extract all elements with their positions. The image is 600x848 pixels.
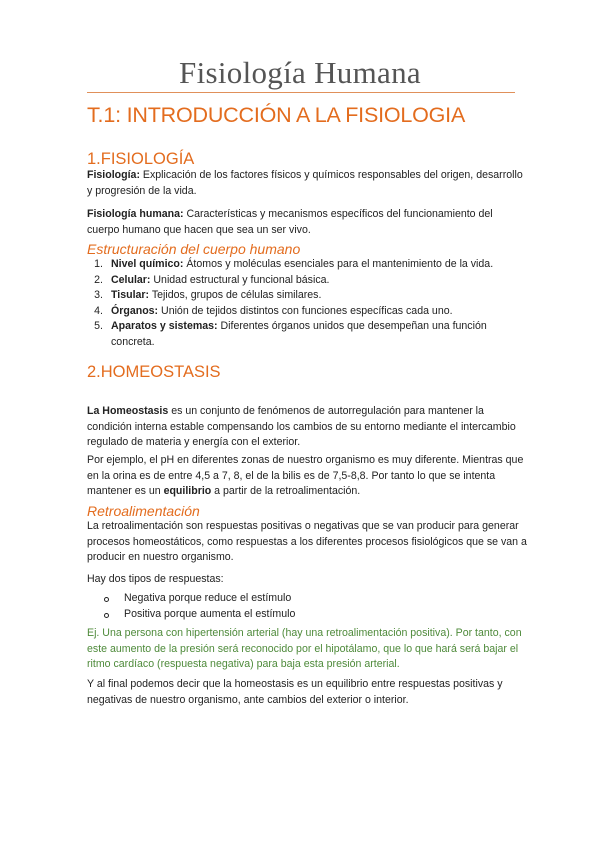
section-heading-fisiologia: 1.FISIOLOGÍA [87, 150, 195, 168]
subheading-retroalimentacion: Retroalimentación [87, 503, 200, 519]
list-number: 3. [94, 289, 103, 301]
bullet-icon [104, 597, 109, 602]
list-number: 2. [94, 273, 103, 286]
list-item [87, 607, 527, 623]
conclusion-paragraph: Y al final podemos decir que la homeostasis es un equilibrio entre respuestas positivas y negativas de nuestro organismo, ante cambios del exterior o interior. [87, 678, 503, 706]
types-intro: Hay dos tipos de respuestas: [87, 573, 224, 585]
homeostasis-example [87, 453, 527, 500]
title-divider [87, 92, 515, 93]
response-types-list [87, 591, 527, 622]
example-text: Por ejemplo, el pH en diferentes zonas de nuestro organismo es muy diferente. Mientras que en la orina es de entre 4,5 a 7, 8, el de la bilis es de 7,5-8,8. Por tanto lo que se intenta mantener es un [87, 454, 524, 497]
list-item [87, 257, 527, 273]
topic-heading: T.1: INTRODUCCIÓN A LA FISIOLOGIA [87, 103, 466, 127]
definition-text: Explicación de los factores físicos y químicos responsables del origen, desarrollo y progresión de la vida. [87, 169, 523, 197]
definition-term: Fisiología humana: [87, 208, 184, 220]
feedback-paragraph: La retroalimentación son respuestas positivas o negativas que se van producir para generar procesos homeostáticos, como respuestas a los diferentes procesos fisiológicos que se van a producir en nuestro organismo. [87, 520, 527, 563]
list-text: Diferentes órganos unidos que desempeñan una función concreta. [111, 320, 487, 348]
example-term: equilibrio [163, 485, 212, 497]
definition-term: Fisiología: [87, 169, 140, 181]
document-title: Fisiología Humana [179, 55, 421, 90]
body-levels-list [87, 257, 527, 350]
list-term: Aparatos y sistemas: [111, 320, 218, 332]
bullet-icon [104, 613, 109, 618]
intro-text: es un conjunto de fenómenos de autorregulación para mantener la condición interna estable compensando los cambios de su entorno mediante el intercambio regulado de materia y energía con el exterior. [87, 405, 516, 448]
example-text-end: a partir de la retroalimentación. [211, 485, 361, 497]
list-text: Átomos y moléculas esenciales para el mantenimiento de la vida. [183, 258, 494, 270]
subheading-estructuracion: Estructuración del cuerpo humano [87, 241, 301, 257]
list-term: Nivel químico: [111, 258, 184, 270]
list-item [87, 288, 527, 304]
section-heading-homeostasis: 2.HOMEOSTASIS [87, 363, 221, 381]
homeostasis-intro [87, 404, 527, 451]
list-number: 1. [94, 258, 103, 270]
definition-text: Características y mecanismos específicos del funcionamiento del cuerpo humano que hacen que sea un ser vivo. [87, 208, 493, 236]
list-number: 5. [94, 320, 103, 332]
list-item [87, 304, 527, 320]
list-number: 4. [94, 304, 103, 317]
list-item [87, 273, 527, 289]
list-term: Tisular: [111, 289, 150, 301]
list-text: Unidad estructural y funcional básica. [150, 273, 330, 286]
list-text: Tejidos, grupos de células similares. [149, 289, 322, 301]
list-text: Unión de tejidos distintos con funciones específicas cada uno. [158, 304, 453, 317]
intro-term: La Homeostasis [87, 405, 169, 417]
definition-fisiologia [87, 168, 527, 199]
list-text: Positiva porque aumenta el estímulo [124, 607, 296, 620]
hypertension-example: Ej. Una persona con hipertensión arterial (hay una retroalimentación positiva). Por tanto, con este aumento de la presión será reconocido por el hipotálamo, que lo que hará será bajar el ritmo cardíaco (respuesta negativa) para baja esta presión arterial. [87, 627, 522, 670]
list-item [87, 319, 527, 350]
list-term: Órganos: [111, 304, 159, 317]
list-item [87, 591, 527, 607]
list-text: Negativa porque reduce el estímulo [124, 592, 292, 604]
definition-fisiologia-humana [87, 207, 527, 238]
list-term: Celular: [111, 273, 151, 286]
